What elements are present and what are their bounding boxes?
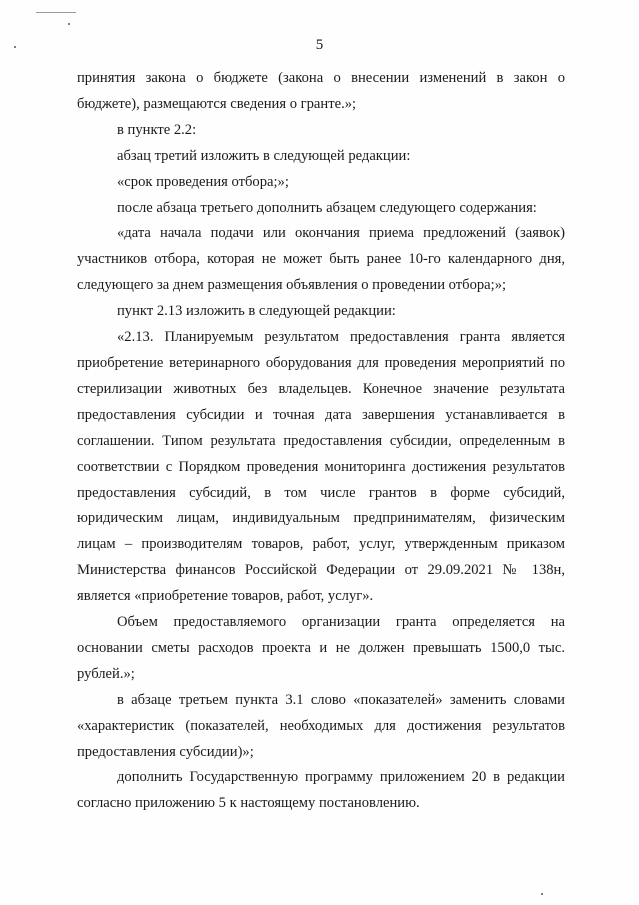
paragraph-continuation: принятия закона о бюджете (закона о внесении изменений в закон о бюджете), размещаются сведения о гранте.»; bbox=[77, 70, 565, 112]
scan-edge-mark bbox=[36, 12, 76, 13]
scan-speck bbox=[541, 893, 543, 895]
scan-speck bbox=[68, 23, 70, 25]
paragraph-grant-amount: Объем предоставляемого организации гранта определяется на основании сметы расходов проекта и не должен превышать 1500,0 тыс. рублей.»; bbox=[77, 614, 565, 682]
paragraph-point-2-2: в пункте 2.2: bbox=[117, 121, 197, 138]
paragraph-point-2-13: пункт 2.13 изложить в следующей редакции: bbox=[117, 303, 396, 320]
page-number: 5 bbox=[315, 37, 324, 53]
paragraph-third-abzac: абзац третий изложить в следующей редакции: bbox=[117, 147, 411, 164]
document-body bbox=[77, 66, 565, 817]
paragraph-application-dates: «дата начала подачи или окончания приема предложений (заявок) участников отбора, которая не может быть ранее 10-го календарного дня, следующего за днем размещения объявления о проведении отбора;»; bbox=[77, 225, 565, 294]
paragraph-point-3-1: в абзаце третьем пункта 3.1 слово «показателей» заменить словами «характеристик (показателей, необходимых для достижения результатов предоставления субсидии)»; bbox=[77, 691, 565, 760]
paragraph-appendix-20: дополнить Государственную программу приложением 20 в редакции согласно приложению 5 к настоящему постановлению. bbox=[77, 769, 565, 812]
paragraph-add-abzac: после абзаца третьего дополнить абзацем следующего содержания: bbox=[117, 199, 537, 216]
paragraph-selection-term: «срок проведения отбора;»; bbox=[117, 173, 289, 190]
paragraph-planned-result: «2.13. Планируемым результатом предоставления гранта является приобретение ветеринарного оборудования для проведения мероприятий по стерилизации животных без владельцев. Конечное значение результата предоставления субсидии и точная дата завершения устанавливается в соглашении. Типом результата предоставления субсидии, определенным в соответствии с Порядком проведения мониторинга достижения результатов предоставления субсидий, в том числе грантов в форме субсидий, юридическим лицам, индивидуальным предпринимателям, физическим лицам – производителям товаров, работ, услуг, утвержденным приказом Министерства финансов Российской Федерации от 29.09.2021 № 138н, является «приобретение товаров, работ, услуг». bbox=[77, 329, 565, 605]
